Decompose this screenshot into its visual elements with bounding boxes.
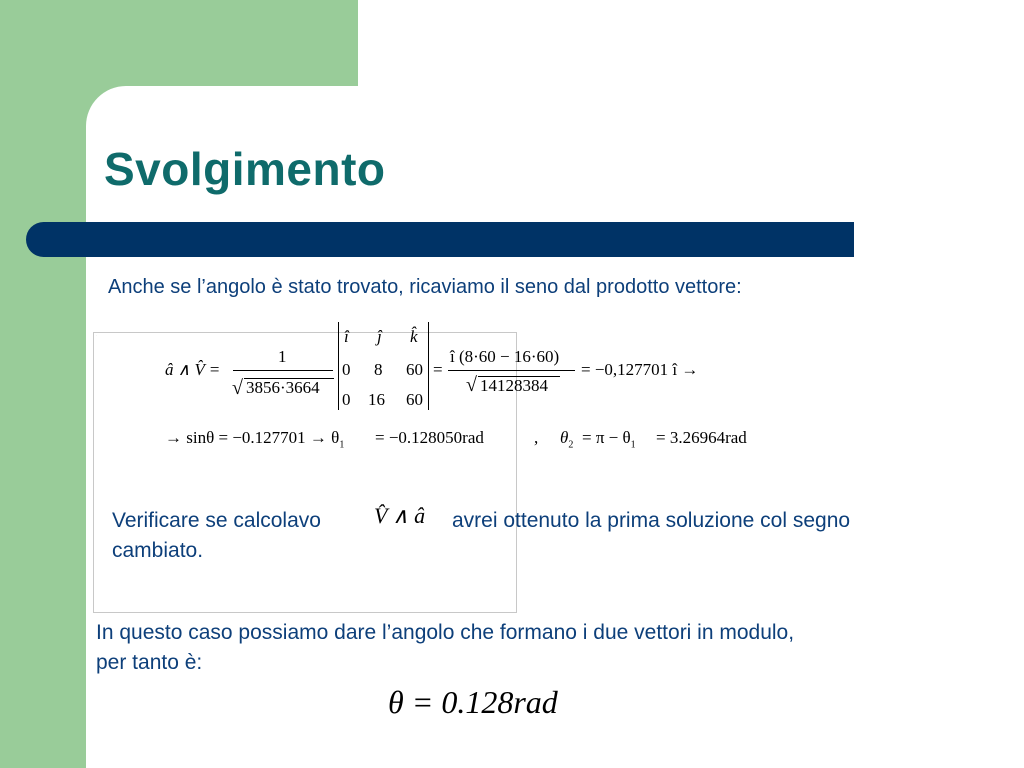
matrix-r2c1: 0 [342,360,351,379]
frac2-numerator: î (8·60 − 16·60) [450,347,560,366]
frame-caption: . [96,333,97,337]
equation-frame [93,332,517,613]
matrix-r3c2: 16 [368,390,385,409]
matrix-r1c3: k̂ [410,327,418,346]
eq-line2-result: = 3.26964rad [656,428,747,447]
eq-line2-theta1: = −0.128050rad [375,428,484,447]
matrix-r1c2: ĵ [377,327,382,346]
matrix-r2c3: 60 [406,360,423,379]
matrix-r3c3: 60 [406,390,423,409]
eq-rhs: = −0,127701 î → [581,360,699,379]
frac1-bar [233,370,333,371]
sqrt-symbol-2: √ [466,374,477,396]
eq-line2-start: → $\sin\theta = -0.127701 \to \theta_1$ [165,428,345,451]
final-result: θ = 0.128rad [388,684,558,720]
eq-line2-theta2: $\theta_2$ [560,428,574,451]
verify-text-before: Verificare se calcolavo [112,509,321,532]
slide-title: Svolgimento [104,143,386,195]
eq-lhs: â ∧ V̂ = [165,360,221,379]
eq-line2-pi: = $\pi - \theta_1$ [582,428,636,451]
frac2-bar [448,370,575,371]
verify-text-after: avrei ottenuto la prima soluzione col segno [452,509,851,532]
conclusion-line2: per tanto è: [96,651,203,674]
verify-text-line2: cambiato. [112,539,204,562]
det-right-bar [428,322,429,410]
intro-text: Anche se l’angolo è stato trovato, ricaviamo il seno dal prodotto vettore: [108,276,742,298]
title-underline-bar [26,222,854,257]
sqrt-symbol-1: √ [232,377,243,399]
frac1-numerator: 1 [278,347,287,366]
matrix-r2c2: 8 [374,360,383,379]
det-left-bar [338,322,339,410]
verify-inline-expression: V̂ ∧ â [374,503,426,528]
frac2-denominator: 14128384 [480,376,548,395]
conclusion-line1: In questo caso possiamo dare l’angolo che formano i due vettori in modulo, [96,621,795,644]
eq-line2-comma: , [534,428,539,447]
frac1-denominator: 3856·3664 [246,378,320,397]
matrix-r1c1: î [344,327,349,346]
matrix-r3c1: 0 [342,390,351,409]
eq-equals-2: = [433,360,443,379]
